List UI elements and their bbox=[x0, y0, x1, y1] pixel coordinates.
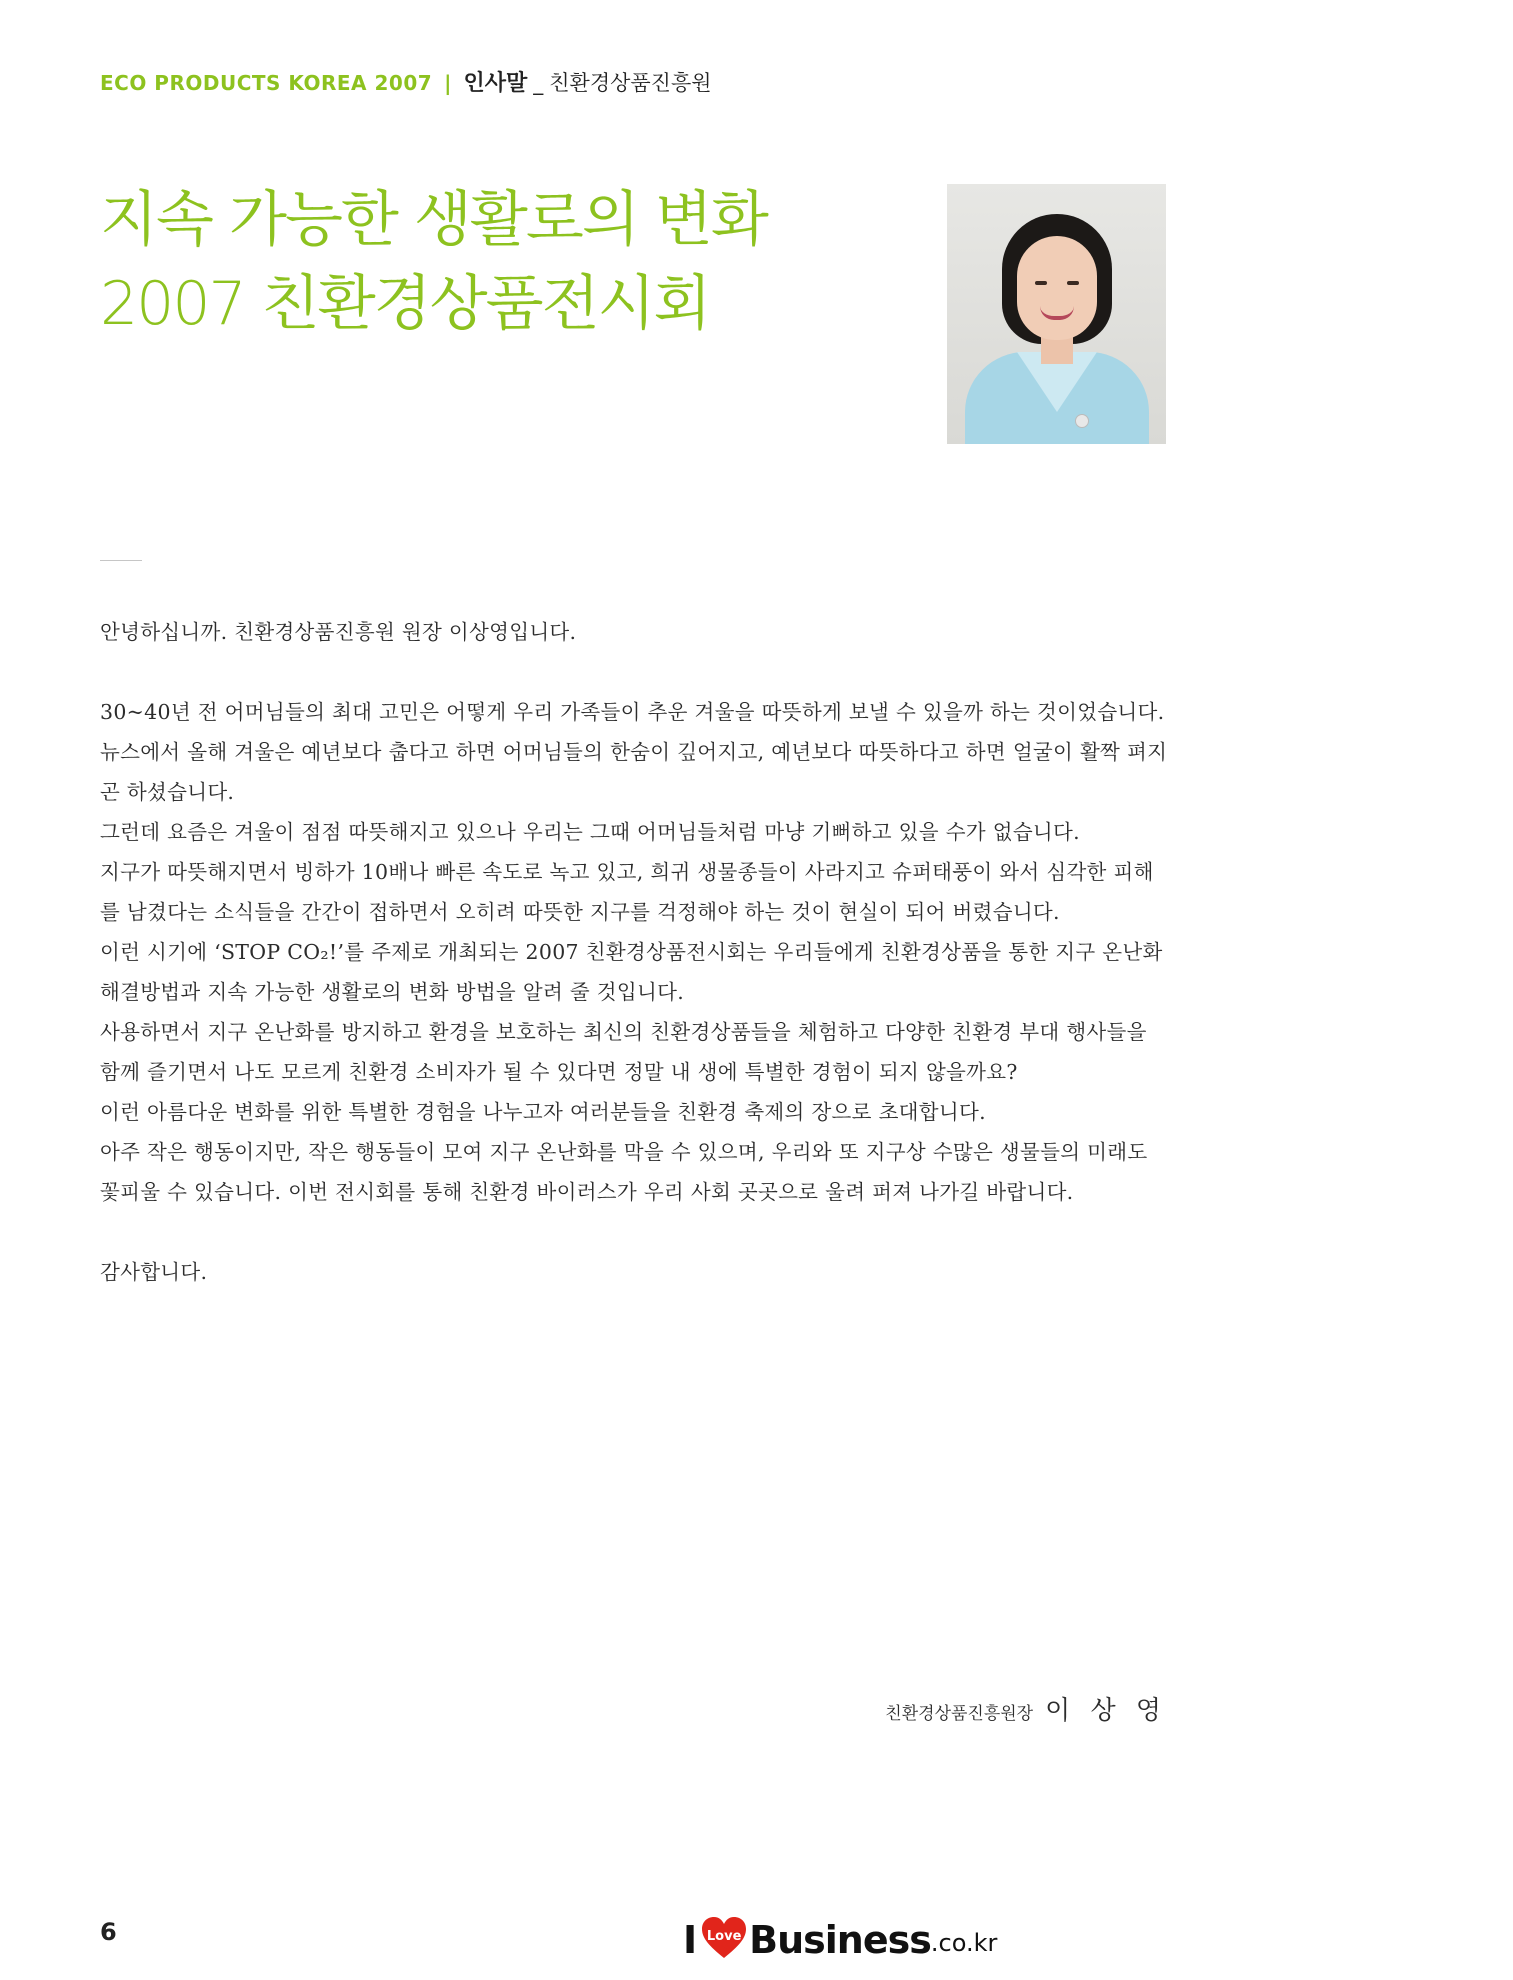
header-underscore: _ bbox=[533, 71, 544, 95]
body-paragraph: 30~40년 전 어머님들의 최대 고민은 어떻게 우리 가족들이 추운 겨울을 따뜻하게 보낼 수 있을까 하는 것이었습니다. 뉴스에서 올해 겨울은 예년보다 춥다고 하면 어머님들의 한숨이 깊어지고, 예년보다 따뜻하다고 하면 얼굴이 활짝 펴지곤 하셨습니다. bbox=[100, 700, 1168, 804]
organization-name: 친환경상품진흥원 bbox=[549, 71, 712, 95]
body-paragraph: 이런 아름다운 변화를 위한 특별한 경험을 나누고자 여러분들을 친환경 축제의 장으로 초대합니다. bbox=[100, 1100, 986, 1124]
portrait-face bbox=[1017, 236, 1097, 340]
portrait-brooch bbox=[1075, 414, 1089, 428]
body-paragraph: 지구가 따뜻해지면서 빙하가 10배나 빠른 속도로 녹고 있고, 희귀 생물종들이 사라지고 슈퍼태풍이 와서 심각한 피해를 남겼다는 소식들을 간간이 접하면서 오히려 따뜻한 지구를 걱정해야 하는 것이 현실이 되어 버렸습니다. bbox=[100, 860, 1154, 924]
body-paragraph: 아주 작은 행동이지만, 작은 행동들이 모여 지구 온난화를 막을 수 있으며, 우리와 또 지구상 수많은 생물들의 미래도 꽃피울 수 있습니다. 이번 전시회를 통해 친환경 바이러스가 우리 사회 곳곳으로 울려 퍼져 나가길 바랍니다. bbox=[100, 1140, 1148, 1204]
body-paragraph: 사용하면서 지구 온난화를 방지하고 환경을 보호하는 최신의 친환경상품들을 체험하고 다양한 친환경 부대 행사들을 함께 즐기면서 나도 모르게 친환경 소비자가 될 수 있다면 정말 내 생에 특별한 경험이 되지 않을까요? bbox=[100, 1020, 1147, 1084]
page-header bbox=[100, 66, 712, 97]
section-name: 인사말 bbox=[463, 71, 528, 96]
greeting-paragraph: 안녕하십니까. 친환경상품진흥원 원장 이상영입니다. bbox=[100, 620, 577, 644]
closing-paragraph: 감사합니다. bbox=[100, 1260, 208, 1284]
header-separator: | bbox=[444, 71, 452, 95]
logo-business: Business bbox=[749, 1918, 931, 1962]
divider-rule bbox=[100, 560, 142, 561]
article-title-line-2: 2007 친환경상품전시회 bbox=[100, 269, 710, 339]
heart-icon bbox=[701, 1916, 747, 1960]
logo-domain: .co.kr bbox=[930, 1929, 998, 1957]
publication-title: ECO PRODUCTS KOREA 2007 bbox=[100, 71, 433, 95]
body-paragraph: 그런데 요즘은 겨울이 점점 따뜻해지고 있으나 우리는 그때 어머님들처럼 마냥 기뻐하고 있을 수가 없습니다. bbox=[100, 820, 1080, 844]
portrait-photo bbox=[947, 184, 1166, 444]
portrait-eye-right bbox=[1067, 281, 1079, 285]
signature-name: 이 상 영 bbox=[1045, 1696, 1167, 1726]
i-love-business-logo bbox=[683, 1910, 997, 1960]
article-title-line-1: 지속 가능한 생활로의 변화 bbox=[100, 185, 767, 255]
signature bbox=[885, 1690, 1167, 1727]
signature-role: 친환경상품진흥원장 bbox=[885, 1704, 1034, 1724]
logo-i: I bbox=[683, 1918, 698, 1962]
portrait-eye-left bbox=[1035, 281, 1047, 285]
article-body bbox=[100, 612, 1168, 1292]
article-title bbox=[100, 178, 880, 346]
page-number: 6 bbox=[100, 1918, 117, 1946]
body-paragraph: 이런 시기에 ‘STOP CO₂!’를 주제로 개최되는 2007 친환경상품전시회는 우리들에게 친환경상품을 통한 지구 온난화 해결방법과 지속 가능한 생활로의 변화 방법을 알려 줄 것입니다. bbox=[100, 940, 1163, 1004]
logo-love-text: Love bbox=[706, 1929, 742, 1944]
